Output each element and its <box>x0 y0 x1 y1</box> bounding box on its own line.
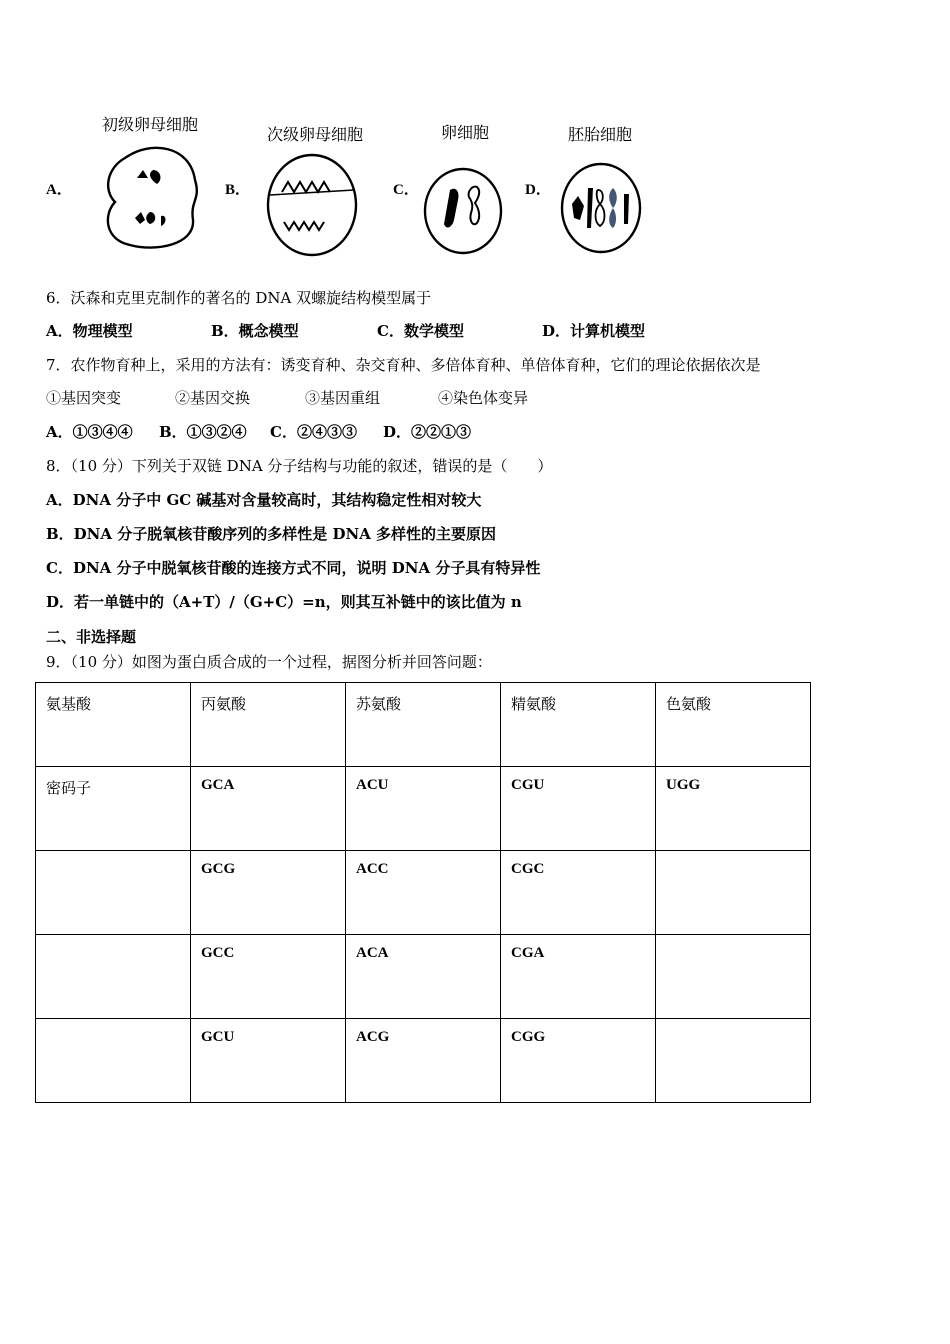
figure-a-caption: 初级卵母细胞 <box>101 115 198 134</box>
q8-option-c: C．DNA 分子中脱氧核苷酸的连接方式不同，说明 DNA 分子具有特异性 <box>46 559 541 577</box>
codon-cell: UGG <box>656 767 811 851</box>
q6-option-c: C．数学模型 <box>377 322 464 340</box>
q7-item-4: ④染色体变异 <box>438 389 529 407</box>
q7-item-1: ①基因突变 <box>46 389 122 407</box>
q7-option-b: B．①③②④ <box>159 423 247 441</box>
codon-cell: GCC <box>191 935 346 1019</box>
table-row <box>36 851 811 935</box>
codon-cell: CGA <box>501 935 656 1019</box>
embryonic-cell-diagram <box>558 160 644 256</box>
figure-b-caption: 次级卵母细胞 <box>266 125 363 144</box>
codon-cell: GCA <box>191 767 346 851</box>
q8-option-b: B．DNA 分子脱氧核苷酸序列的多样性是 DNA 多样性的主要原因 <box>46 525 497 543</box>
header-cell: 色氨酸 <box>656 683 811 767</box>
header-cell: 苏氨酸 <box>346 683 501 767</box>
codon-cell: CGU <box>501 767 656 851</box>
codon-cell: CGC <box>501 851 656 935</box>
codon-cell <box>656 1019 811 1103</box>
table-cell <box>36 935 191 1019</box>
figure-b-letter: B． <box>225 182 251 198</box>
q6-stem: 6．沃森和克里克制作的著名的 DNA 双螺旋结构模型属于 <box>46 289 432 307</box>
table-cell <box>36 1019 191 1103</box>
q7-item-2: ②基因交换 <box>175 389 251 407</box>
secondary-oocyte-diagram <box>262 150 362 262</box>
q7-option-a: A．①③④④ <box>46 423 133 441</box>
egg-cell-diagram <box>422 165 504 257</box>
header-cell: 丙氨酸 <box>191 683 346 767</box>
figure-c-letter: C． <box>393 182 419 198</box>
figure-b <box>255 122 375 145</box>
codon-cell: ACG <box>346 1019 501 1103</box>
header-cell: 精氨酸 <box>501 683 656 767</box>
codon-cell: ACC <box>346 851 501 935</box>
table-cell: 密码子 <box>36 767 191 851</box>
q6-option-b: B．概念模型 <box>211 322 299 340</box>
codon-table <box>35 682 811 1103</box>
table-row <box>36 935 811 1019</box>
codon-cell: CGG <box>501 1019 656 1103</box>
q7-item-3: ③基因重组 <box>305 389 381 407</box>
q8-stem: 8．（10 分）下列关于双链 DNA 分子结构与功能的叙述，错误的是（ ） <box>46 457 553 475</box>
codon-cell <box>656 935 811 1019</box>
table-cell <box>36 851 191 935</box>
q7-option-c: C．②④③③ <box>270 423 357 441</box>
header-cell: 氨基酸 <box>36 683 191 767</box>
codon-cell <box>656 851 811 935</box>
figure-a-letter: A． <box>46 182 72 198</box>
q9-stem: 9．（10 分）如图为蛋白质合成的一个过程，据图分析并回答问题： <box>46 653 492 671</box>
table-row <box>36 1019 811 1103</box>
figure-d-caption: 胚胎细胞 <box>567 125 632 144</box>
figure-d <box>555 122 645 145</box>
figure-c-caption: 卵细胞 <box>440 123 489 142</box>
table-row <box>36 767 811 851</box>
figure-a <box>90 112 210 135</box>
q6-option-a: A．物理模型 <box>46 322 133 340</box>
q6-option-d: D．计算机模型 <box>542 322 646 340</box>
q8-option-d: D．若一单链中的（A+T）/（G+C）=n，则其互补链中的该比值为 n <box>46 593 522 611</box>
primary-oocyte-diagram <box>95 140 210 255</box>
table-header-row <box>36 683 811 767</box>
codon-cell: GCU <box>191 1019 346 1103</box>
q8-option-a: A．DNA 分子中 GC 碱基对含量较高时，其结构稳定性相对较大 <box>46 491 482 509</box>
q7-stem: 7．农作物育种上，采用的方法有：诱变育种、杂交育种、多倍体育种、单倍体育种，它们的理论依据依次是 <box>46 356 761 374</box>
figure-d-letter: D． <box>525 182 551 198</box>
codon-cell: ACA <box>346 935 501 1019</box>
q7-option-d: D．②②①③ <box>383 423 472 441</box>
figure-c <box>420 120 510 143</box>
codon-cell: GCG <box>191 851 346 935</box>
section-heading: 二、非选择题 <box>46 628 137 646</box>
codon-cell: ACU <box>346 767 501 851</box>
